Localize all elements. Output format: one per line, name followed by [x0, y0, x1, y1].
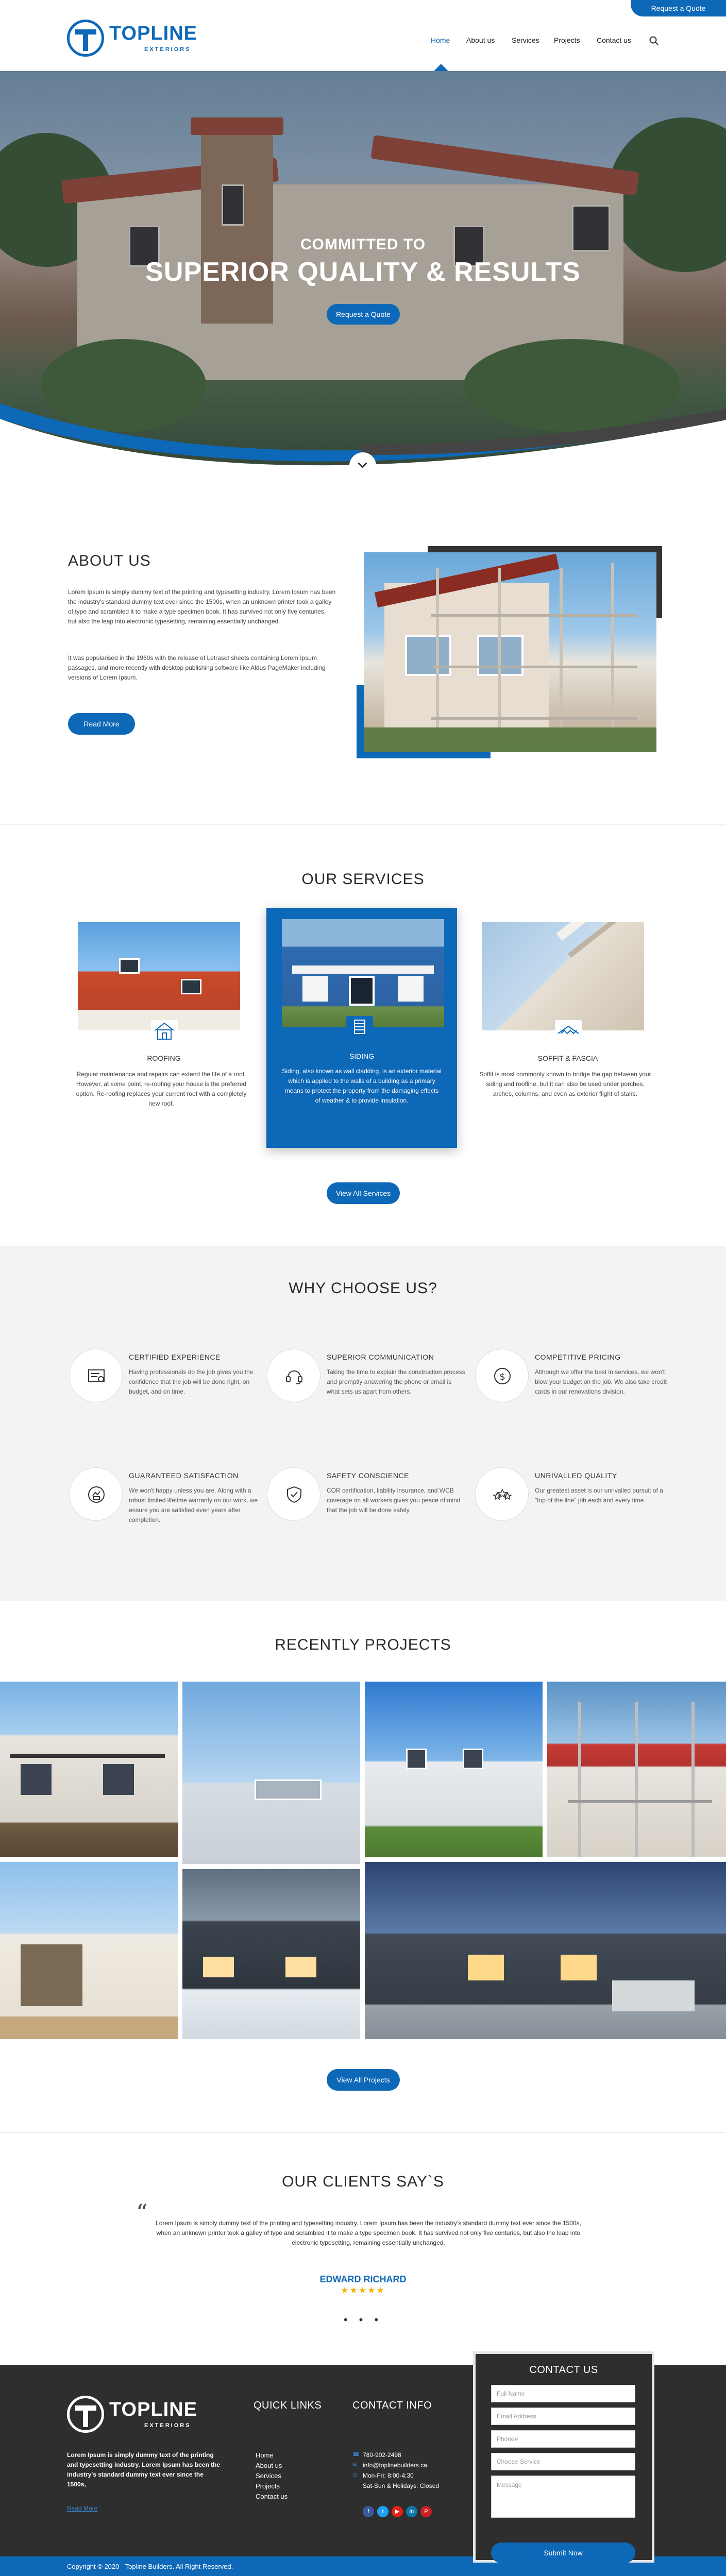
why-text: Having professionals do the job gives you the confidence that the job will be done right, on budget, and on time. [129, 1368, 254, 1395]
certificate-icon [87, 1367, 106, 1385]
logo-mark-icon [67, 2396, 104, 2433]
nav-home[interactable]: Home [431, 36, 450, 44]
contact-hours-weekend: Sat-Sun & Holidays: Closed [363, 2482, 440, 2489]
why-item-safety [267, 1467, 468, 1539]
youtube-icon[interactable]: ▶ [392, 2506, 403, 2517]
service-card-siding[interactable] [266, 908, 457, 1148]
roofing-image [78, 922, 240, 1030]
section-divider [0, 2132, 726, 2133]
service-card-soffit-fascia[interactable] [472, 908, 663, 1148]
why-text: We won't happy unless you are. Along with a robust limited lifetime warranty on our work, we ensure you are satisfied even years after completion. [129, 1487, 258, 1523]
project-image-7[interactable] [365, 1862, 726, 2039]
footer-link-about-us[interactable]: About us [256, 2462, 282, 2469]
siding-image [282, 919, 444, 1027]
footer-link-home[interactable]: Home [256, 2451, 274, 2459]
phone-field[interactable]: Phone# [491, 2430, 635, 2448]
project-image-2[interactable] [182, 1682, 360, 1864]
facebook-icon[interactable]: f [363, 2506, 374, 2517]
why-item-certified [69, 1349, 270, 1421]
about-image [364, 552, 656, 752]
search-icon[interactable] [649, 36, 659, 45]
section-divider [0, 824, 726, 825]
logo-subtitle: EXTERIORS [144, 2422, 191, 2429]
clock-icon: ◷ [352, 2472, 358, 2478]
project-image-3[interactable] [365, 1682, 543, 1857]
why-title: WHY CHOOSE US? [289, 1280, 437, 1297]
logo-subtitle: EXTERIORS [144, 46, 191, 53]
service-name: SOFFIT & FASCIA [537, 1054, 598, 1062]
logo[interactable] [67, 20, 206, 60]
service-name: SIDING [349, 1052, 375, 1060]
why-heading: UNRIVALLED QUALITY [535, 1471, 617, 1480]
project-image-1[interactable] [0, 1682, 178, 1857]
carousel-dots[interactable]: • • • [343, 2313, 383, 2326]
rating-stars-icon: ★★★★★ [341, 2285, 385, 2295]
why-heading: COMPETITIVE PRICING [535, 1353, 621, 1361]
service-card-roofing[interactable] [69, 908, 259, 1148]
why-text: Our greatest asset is our unrivalled pursuit of a "top of the line" job each and every time. [535, 1487, 663, 1504]
testimonial-author: EDWARD RICHARD [319, 2274, 407, 2284]
footer-read-more-link[interactable]: Read More [67, 2505, 98, 2512]
footer-logo[interactable] [67, 2396, 206, 2436]
house-icon [151, 1020, 178, 1041]
email-field[interactable]: Email Address [491, 2408, 635, 2425]
service-name: ROOFING [147, 1054, 181, 1062]
contact-phone[interactable]: 780-902-2498 [363, 2451, 401, 2459]
email-icon: ✉ [352, 2462, 358, 2468]
svg-text:$: $ [499, 1371, 505, 1382]
submit-button[interactable]: Submit Now [491, 2543, 635, 2563]
services-title: OUR SERVICES [301, 871, 425, 888]
stars-icon [493, 1485, 512, 1504]
footer-link-projects[interactable]: Projects [256, 2482, 280, 2490]
chevron-down-icon [358, 459, 367, 468]
nav-about-us[interactable]: About us [466, 36, 495, 44]
why-text: Although we offer the best in services, we won't blow your budget on the job. We also take credit cards in our renovations division. [535, 1368, 667, 1395]
twitter-icon[interactable]: t [377, 2506, 389, 2517]
satisfaction-icon [87, 1485, 106, 1504]
why-item-satisfaction [69, 1467, 270, 1539]
nav-projects[interactable]: Projects [554, 36, 580, 44]
soffit-icon [555, 1020, 582, 1041]
nav-contact-us[interactable]: Contact us [597, 36, 631, 44]
logo-name: TOPLINE [109, 2399, 197, 2420]
siding-icon [346, 1016, 373, 1037]
service-select[interactable]: Choose Service [491, 2453, 635, 2470]
service-description: Soffit is most commonly known to bridge the gap between your siding and roofline, but it can also be used under porches, arches, columns, and even as exterior flight of stairs. [479, 1071, 651, 1097]
why-choose-us-section [0, 1246, 726, 1601]
nav-active-indicator [434, 64, 448, 71]
why-heading: SAFETY CONSCIENCE [327, 1471, 409, 1480]
view-all-projects-button[interactable]: View All Projects [327, 2069, 400, 2091]
contact-form-title: CONTACT US [529, 2364, 598, 2376]
phone-icon: ☎ [352, 2451, 360, 2458]
why-heading: SUPERIOR COMMUNICATION [327, 1353, 434, 1361]
contact-form [473, 2351, 654, 2563]
full-name-field[interactable]: Full Name [491, 2385, 635, 2402]
shield-check-icon [285, 1485, 303, 1504]
why-item-pricing [475, 1349, 676, 1421]
view-all-services-button[interactable]: View All Services [327, 1182, 400, 1204]
request-quote-top-button[interactable]: Request a Quote [631, 0, 726, 16]
footer-link-contact-us[interactable]: Contact us [256, 2493, 288, 2500]
quote-icon: “ [136, 2200, 148, 2226]
logo-mark-icon [67, 20, 104, 57]
message-field[interactable]: Message [491, 2476, 635, 2518]
hero-subtitle: COMMITTED TO [300, 236, 426, 253]
copyright-text: Copyright © 2020 - Topline Builders. All Right Reserved. [67, 2563, 233, 2570]
logo-name: TOPLINE [109, 23, 197, 44]
why-heading: GUARANTEED SATISFACTION [129, 1471, 239, 1480]
quick-links-title: QUICK LINKS [254, 2400, 322, 2411]
projects-title: RECENTLY PROJECTS [275, 1636, 451, 1653]
why-item-communication [267, 1349, 468, 1421]
about-paragraph-1: Lorem Ipsum is simply dummy text of the printing and typesetting industry. Lorem Ipsum has been the industry's standard dummy text ever since the 1500s, when an unknown printer took a galley of type and scrambled it to make a type specimen book. It has survived not only five centuries, but also the leap into electronic typesetting, remaining essentially unchanged. [68, 588, 336, 625]
about-title: ABOUT US [68, 552, 151, 569]
testimonial-text: Lorem Ipsum is simply dummy text of the printing and typesetting industry. Lorem Ipsum has been the industry's standard dummy text ever since the 1500s, when an unknown printer took a galley of type and scrambled it to make a type specimen book. It has survived not only five centuries, but also the leap into electronic typesetting, remaining essentially unchanged. [156, 2219, 581, 2246]
contact-hours-weekday: Mon-Fri: 8:00-4:30 [363, 2472, 414, 2479]
why-heading: CERTIFIED EXPERIENCE [129, 1353, 221, 1361]
about-read-more-button[interactable]: Read More [68, 713, 135, 735]
soffit-image [482, 922, 644, 1030]
nav-services[interactable]: Services [512, 36, 539, 44]
contact-email[interactable]: info@toplinebuilders.ca [363, 2462, 427, 2469]
pinterest-icon[interactable]: P [420, 2506, 432, 2517]
why-text: Taking the time to explain the construction process and promptly answering the phone or email is what sets us apart from others. [327, 1368, 465, 1395]
linkedin-icon[interactable]: in [406, 2506, 417, 2517]
project-image-5[interactable] [0, 1862, 178, 2039]
hero-request-quote-button[interactable]: Request a Quote [327, 304, 400, 325]
headset-icon [285, 1367, 303, 1385]
dollar-icon [493, 1367, 512, 1385]
project-image-6[interactable] [182, 1869, 360, 2039]
project-image-4[interactable] [547, 1682, 726, 1857]
service-description: Siding, also known as wall cladding, is an exterior material which is applied to the walls of a building as a primary means to protect the property from the damaging effects of weather & to provide insulation. [282, 1067, 442, 1104]
testimonial-title: OUR CLIENTS SAY`S [282, 2173, 444, 2190]
about-paragraph-2: It was popularised in the 1960s with the release of Letraset sheets containing Lorem Ipsum passages, and more recently with desktop publishing software like Aldus PageMaker including versions of Lorem Ipsum. [68, 654, 326, 681]
why-item-quality [475, 1467, 676, 1539]
footer-about-text: Lorem Ipsum is simply dummy text of the printing and typesetting industry. Lorem Ipsum has been the industry's standard dummy text ever since the 1500s, [67, 2451, 221, 2488]
contact-info-title: CONTACT INFO [352, 2400, 432, 2411]
site-header [0, 0, 726, 71]
why-text: COR certification, liability insurance, and WCB coverage on all workers gives you peace of mind that the job will be done safely. [327, 1487, 461, 1514]
hero-title: SUPERIOR QUALITY & RESULTS [145, 257, 581, 287]
hero-banner [0, 71, 726, 483]
scroll-down-button[interactable] [349, 452, 376, 479]
service-description: Regular maintenance and repairs can extend the life of a roof. However, at some point, re-roofing your house is the preferred option. Re-roofing replaces your current roof with a completely new roof. [76, 1071, 247, 1107]
footer-link-services[interactable]: Services [256, 2472, 281, 2480]
